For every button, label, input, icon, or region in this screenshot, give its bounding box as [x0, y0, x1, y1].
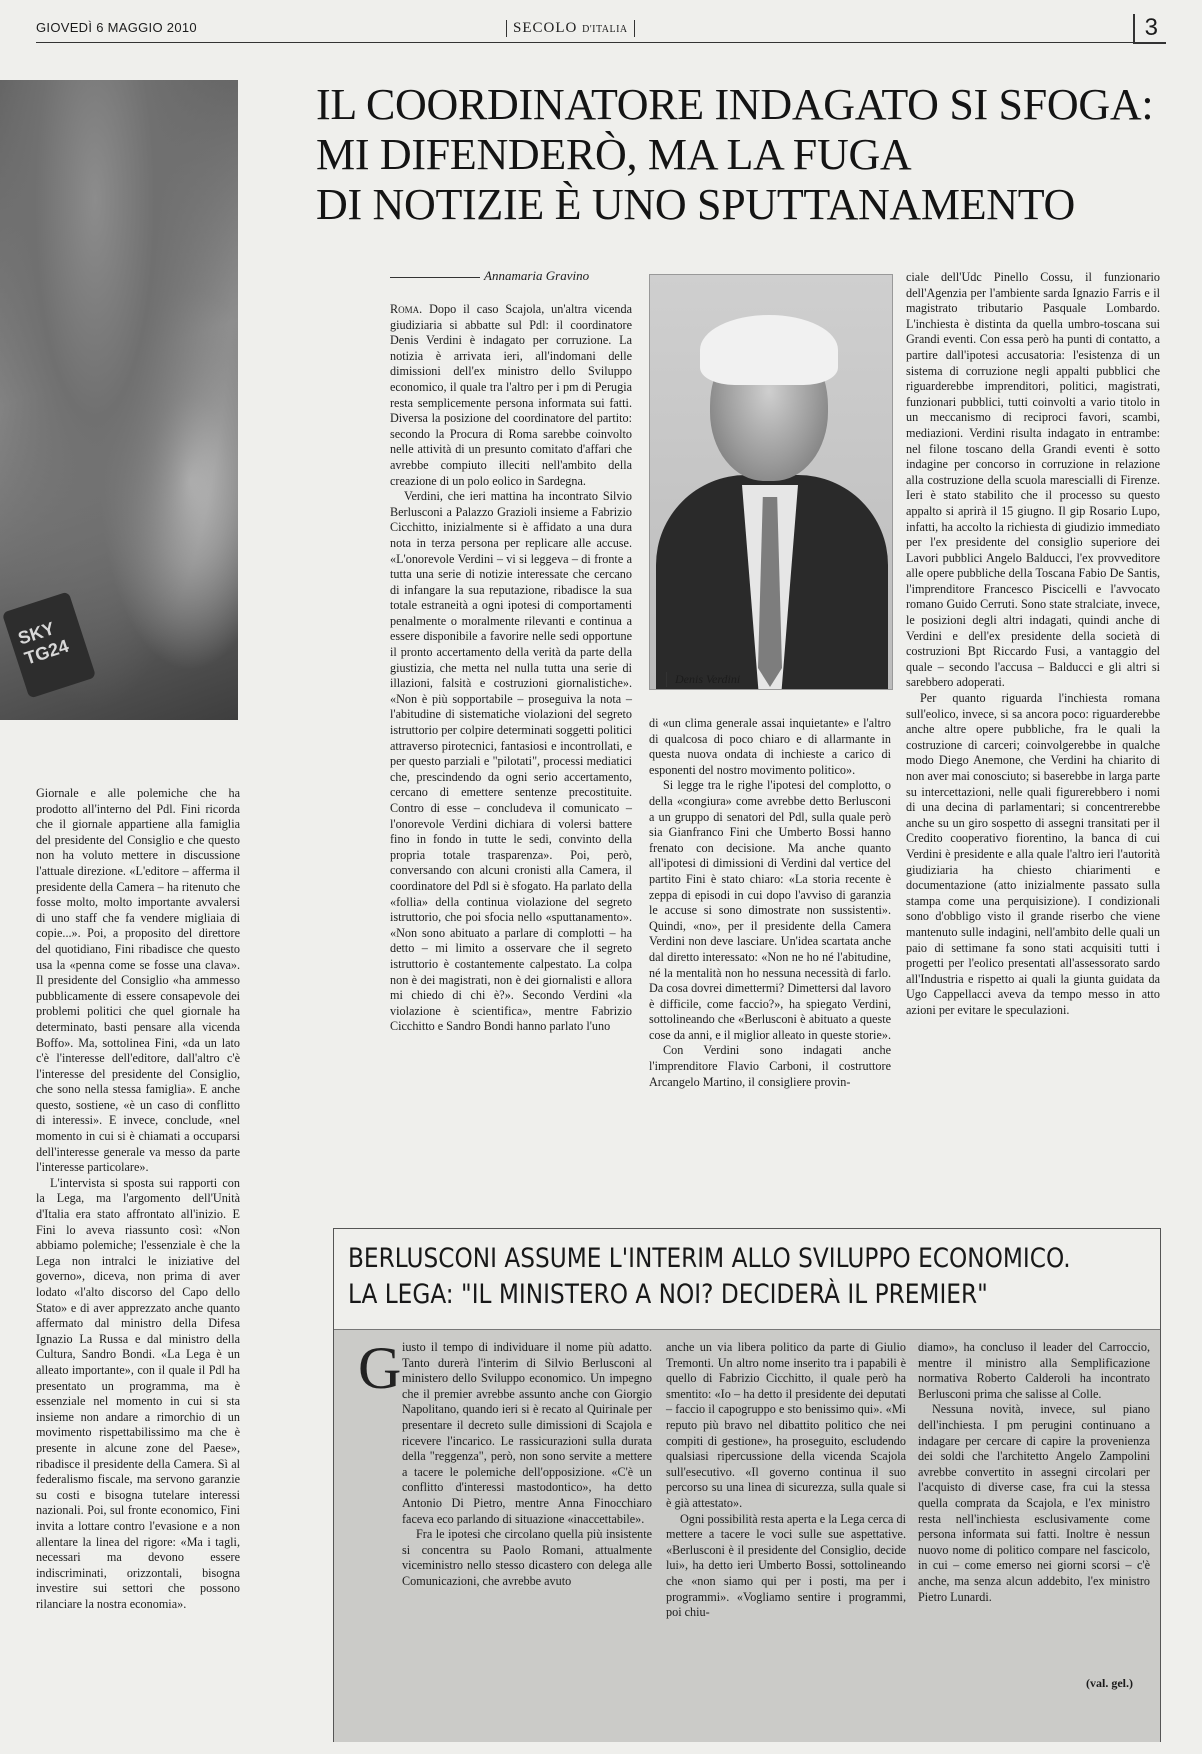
- photo-caption: Denis Verdini: [666, 672, 740, 687]
- box-col2-paragraph-2: Ogni possibilità resta aperta e la Lega cerca di mettere a tacere le voci sulle sue aspettative. «Berlusconi è il presidente del Consiglio, decide lui», ha detto ieri Umberto Bossi, sottolineando che «non siamo qui per i posti, ma per i programmi». «Vogliamo sentire i programmi, poi chiu-: [666, 1511, 906, 1620]
- issue-date: GIOVEDÌ 6 MAGGIO 2010: [36, 20, 197, 35]
- box-col3-paragraph-2: Nessuna novità, invece, sul piano dell'inchiesta. I pm perugini continuano a indagare per cercare di capire la provenienza dei soldi che l'architetto Angelo Zampolini avrebbe convertito in assegni circolari per l'acquisto di diverse case, fra cui la stessa quella comprata da Scajola, e l'ex ministro resta nell'inchiesta esclusivamente come persona informata sui fatti. Inoltre è nessun nuovo nome di politico compare nel fascicolo, in cui – come emerso nei giorni scorsi – c'è anche, ma senza alcun addebito, l'ex ministro Pietro Lunardi.: [918, 1402, 1150, 1604]
- box-col1-paragraph-1: iusto il tempo di individuare il nome più adatto. Tanto durerà l'interim di Silvio Berlusconi al ministero dello Sviluppo economico. Un impegno che il premier avrebbe assunto anche con Giorgio Napolitano, quando ieri si è recato al Quirinale per presentare il decreto sulle dimissioni di Scajola e ricevere l'incarico. Le rassicurazioni sulla durata della "reggenza", però, non sono servite a mettere a tacere le polemiche dell'opposizione. «C'è un conflitto d'interessi mastodontico», ha detto Antonio Di Pietro, mentre Anna Finocchiaro faceva eco parlando di situazione «inaccettabile».: [402, 1340, 652, 1526]
- paper-name-suffix: D'ITALIA: [582, 24, 628, 35]
- box-column-3: [918, 1340, 1150, 1605]
- dateline: Roma.: [390, 302, 423, 316]
- article-column-2: [649, 716, 891, 1090]
- box-column-2: [666, 1340, 906, 1621]
- verdini-photo: [649, 274, 893, 690]
- headline-line-1: IL COORDINATORE INDAGATO SI SFOGA:: [316, 80, 1154, 129]
- left-article-column: [36, 786, 240, 1612]
- article-col1-paragraph-1-text: Dopo il caso Scajola, un'altra vicenda giudiziaria si abbatte sul Pdl: il coordinatore Denis Verdini è indagato per corruzione. La notizia è arrivata ieri, all'indomani delle dimissioni dell'ex ministro dello Sviluppo economico, il quale tra l'altro per i pm di Perugia resta semplicemente persona informata sui fatti. Diversa la posizione del coordinatore del partito: secondo la Procura di Roma sarebbe coinvolto nelle attività di un presunto comitato d'affari che avrebbe compiuto illeciti nell'ambito della creazione di un polo eolico in Sardegna.: [390, 302, 633, 488]
- box-headline-line-1: BERLUSCONI ASSUME L'INTERIM ALLO SVILUPPO ECONOMICO.: [348, 1243, 1071, 1274]
- left-news-photo: [0, 80, 238, 720]
- article-col1-paragraph-1: [390, 302, 632, 489]
- microphone-icon: [2, 591, 96, 698]
- box-col2-paragraph-1: anche un via libera politico da parte di Giulio Tremonti. Un altro nome inserito tra i papabili è quello di Fabrizio Cicchitto, il quale però ha smentito: «Io – ha detto il presidente dei deputati – faccio il capogruppo e sto benissimo qui». «Mi reputo più bravo nel dibattito politico che nei compiti di gestione», ha proseguito, escludendo qualsiasi ripercussione della vicenda Scajola sull'esecutivo. «Il governo continua il suo percorso su una linea di sicurezza, sulla quale si è già attestato».: [666, 1340, 906, 1510]
- box-headline: [348, 1241, 1071, 1313]
- box-headline-line-2: LA LEGA: "IL MINISTERO A NOI? DECIDERÀ IL PREMIER": [348, 1279, 988, 1310]
- box-col1-paragraph-2: Fra le ipotesi che circolano quella più insistente si concentra su Paolo Romani, attualmente viceministro nello stesso dicastero con delega alle Comunicazioni, che avrebbe avuto: [402, 1527, 652, 1588]
- main-headline: [316, 80, 1176, 230]
- photo-hair-shape: [700, 315, 838, 385]
- article-col3-paragraph-2: Per quanto riguarda l'inchiesta romana sull'eolico, invece, si sa ancora poco: riguarderebbe anche altre opere pubbliche, fra le quali la costruzione di carceri; coinvolgerebbe in qualche modo Diego Anemone, che Verdini ha chiarito di non aver mai conosciuto; si baserebbe in larga parte su intercettazioni, nelle quali figurerebbero i nomi di una decina di parlamentari; si concentrerebbe anche su un giro sospetto di assegni transitati per il Credito cooperativo fiorentino, la banca di cui Verdini è presidente e alla quale l'altro ieri l'autorità giudiziaria ha chiesto chiarimenti e documentazione (atto inizialmente passato sulla stampa come una perquisizione). I condizionali sono d'obbligo visto il grande riserbo che viene mantenuto sulle indagini, nell'ambito delle quali un paio di settimane fa sono stati acquisiti tutti i progetti per l'eolico presentati all'assessorato sardo all'Industria e rispetto ai quali la giunta guidata da Ugo Cappellacci aveva da tempo messo in atto azioni per evitare le speculazioni.: [906, 691, 1160, 1017]
- article-col2-paragraph-1: di «un clima generale assai inquietante» e l'altro di qualcosa di poco chiaro e di allarmante in questa nuova ondata di inchieste a carico di esponenti del nostro movimento politico».: [649, 716, 891, 777]
- masthead: [36, 14, 1166, 43]
- box-signature: (val. gel.): [1086, 1676, 1133, 1690]
- page-number: 3: [1133, 14, 1166, 44]
- paper-name: [506, 20, 635, 37]
- headline-line-3: DI NOTIZIE È UNO SPUTTANAMENTO: [316, 180, 1076, 229]
- article-column-1: [390, 302, 632, 1035]
- article-col2-paragraph-3: Con Verdini sono indagati anche l'imprenditore Flavio Carboni, il costruttore Arcangelo Martino, il consigliere provin-: [649, 1043, 891, 1089]
- byline: Annamaria Gravino: [390, 268, 589, 284]
- box-column-1: [402, 1340, 652, 1590]
- paper-name-main: SECOLO: [513, 20, 578, 36]
- mic-logo: SKY TG24: [15, 618, 72, 669]
- left-article-paragraph-1: Giornale e alle polemiche che ha prodotto all'interno del Pdl. Fini ricorda che il giornale appartiene alla famiglia del presidente del Consiglio e che questo non ha voluto mettere in discussione l'attuale direzione. «L'editore – afferma il presidente della Camera – ha ritenuto che fosse molto, molto importante avvalersi di uno staff che fa vendere migliaia di copie...». Poi, a proposito del direttore del quotidiano, Fini ribadisce che questo usa la «penna come se fosse una clava». Il presidente del Consiglio «ha ammesso pubblicamente di essere consapevole dei problemi politici che quel giornale ha determinato, basti pensare alla vicenda Boffo». Ma, sottolinea Fini, «da un lato c'è l'interesse dell'editore, dall'altro c'è l'interesse del presidente del Consiglio, che sono nella stessa famiglia». E anche questo, sostiene, «è un caso di conflitto di interessi». E invece, conclude, «nel momento in cui si è chiamati a occuparsi dell'interesse generale va messo da parte l'interesse particolare».: [36, 786, 240, 1175]
- article-col1-paragraph-2: Verdini, che ieri mattina ha incontrato Silvio Berlusconi a Palazzo Grazioli insieme a Fabrizio Cicchitto, inizialmente si è affidato a una dura nota in terza persona per replicare alle accuse. «L'onorevole Verdini – vi si leggeva – di fronte a tutta una serie di notizie interessate che cercano di infangare la sua reputazione, ribadisce la sua totale estraneità a ogni ipotesi di comportamenti penalmente o moralmente rilevanti e continua a essere disponibile a favorire nelle sedi opportune il pronto accertamento della verità da parte della giustizia, che metta nel nulla tutta una serie di illazioni, falsità e costruzioni giornalistiche». «Non è più sopportabile – proseguiva la nota – l'abitudine di sistematiche violazioni del segreto istruttorio per colpire determinati soggetti politici attraverso pirotecnici, fantasiosi e incontrollati, e per questo parziali e "pilotati", processi mediatici che, prescindendo da ogni serio accertamento, cercano di emettere sentenze precostituite. Contro di esse – concludeva il comunicato – l'onorevole Verdini dichiara di volersi battere fino in fondo in tutte le sedi, convinto della propria totale trasparenza». Poi, però, conversando con alcuni cronisti alla Camera, il coordinatore del Pdl si è sfogato. Ha parlato della «follia» della continua violazione del segreto istruttorio, che poi sfocia nello «sputtanamento». «Non sono abituato a parlare di complotti – ha detto – mi limito a osservare che il segreto istruttorio è costantemente calpestato. La colpa non è dei magistrati, non è dei giornalisti e allora mi chiedo di chi è?». Secondo Verdini «la violazione è scientifica», mentre Fabrizio Cicchitto e Sandro Bondi hanno parlato l'uno: [390, 489, 632, 1034]
- article-col2-paragraph-2: Si legge tra le righe l'ipotesi del complotto, o della «congiura» come avrebbe detto Berlusconi a un gruppo di senatori del Pdl, sulla quale però sia Gianfranco Fini che Umberto Bossi hanno frenato con decisione. Ma anche quanto all'ipotesi di dimissioni di Verdini dal vertice del partito Fini è stato chiaro: «La storia recente è zeppa di episodi in cui dopo l'avviso di garanzia le accuse si sono dimostrate non sussistenti». Quindi, «no», per il presidente della Camera Verdini non deve lasciare. Un'idea scartata anche dal diretto interessato: «Non ne ho né l'abitudine, né la mentalità non ho nessuna necessità di farlo. Da cosa dovrei dimettermi? Dimettersi dal lavoro è difficile, come faccio?», ha spiegato Verdini, sottolineando che «Berlusconi è abituato a queste cose da anni, e il miglior alleato in queste storie».: [649, 778, 891, 1042]
- box-dropcap: G: [358, 1335, 402, 1401]
- left-article-paragraph-2: L'intervista si sposta sui rapporti con la Lega, ma l'argomento dell'Unità d'Italia era stato affrontato all'inizio. E Fini lo aveva riassunto così: «Non abbiamo polemiche; l'essenziale è che la Lega non intralci le iniziative del governo», diceva, non prima di aver lodato «l'alto discorso del Capo dello Stato» e di aver apprezzato anche quanto affermato dal ministro della Difesa Ignazio La Russa e dal ministro della Cultura, Sandro Bondi. «La Lega è un alleato importante», con il quale il Pdl ha presentato un programma, ma è essenziale nel momento in cui si sta insieme non andare a rimorchio di un movimento rispettabilissimo ma che è presente in alcune zone del Paese», ribadisce il presidente della Camera. Sì al federalismo fiscale, ma servono garanzie su costi e bisogna tutelare interessi nazionali. Poi, sul fronte economico, Fini invita a lottare contro l'evasione e a non allentare la linea del rigore: «Ma i tagli, necessari ma devono essere indiscriminati, orizzontali, bisogna investire sui settori che possono rilanciare la nostra economia».: [36, 1175, 240, 1611]
- article-col3-paragraph-1: ciale dell'Udc Pinello Cossu, il funzionario dell'Agenzia per l'ambiente sarda Ignazio Farris e il magistrato tributario Pasquale Lombardo. L'inchiesta è distinta da quella umbro-toscana sui Grandi eventi. Con essa però ha punti di contatto, a partire dall'ipotesi accusatoria: l'esistenza di un sistema di corruzione negli appalti pubblici che riguarderebbe imprenditori, politici, magistrati, funzionari pubblici, tutti coinvolti a vario titolo in un meccanismo di reciproci favori, scambi, mediazioni. Verdini risulta indagato in entrambe: nel filone toscano della Grandi eventi è sotto indagine per concorso in corruzione in relazione alla costruzione della scuola marescialli di Firenze. Ieri è stato stabilito che il processo su questo appalto si aprirà il 15 giugno. Il gip Rosario Lupo, infatti, ha accolto la richiesta di giudizio immediato per l'ex presidente del consiglio superiore dei Lavori pubblici Angelo Balducci, l'ex provveditore alle opere pubbliche della Toscana Fabio De Santis, l'imprenditore Francesco Piscicelli e l'avvocato romano Guido Cerruti. Sono state stralciate, invece, le posizioni degli altri indagati, quindi anche di Verdini e dell'ex presidente della società di costruzioni Bpt Riccardo Fusi, a vantaggio del quale – secondo l'accusa – Balducci e gli altri si sarebbero adoperati.: [906, 270, 1160, 690]
- headline-line-2: MI DIFENDERÒ, MA LA FUGA: [316, 130, 912, 179]
- box-col3-paragraph-1: diamo», ha concluso il leader del Carroccio, mentre il ministro alla Semplificazione normativa Roberto Calderoli ha incontrato Berlusconi prima che salisse al Colle.: [918, 1340, 1150, 1401]
- article-column-3: [906, 270, 1160, 1019]
